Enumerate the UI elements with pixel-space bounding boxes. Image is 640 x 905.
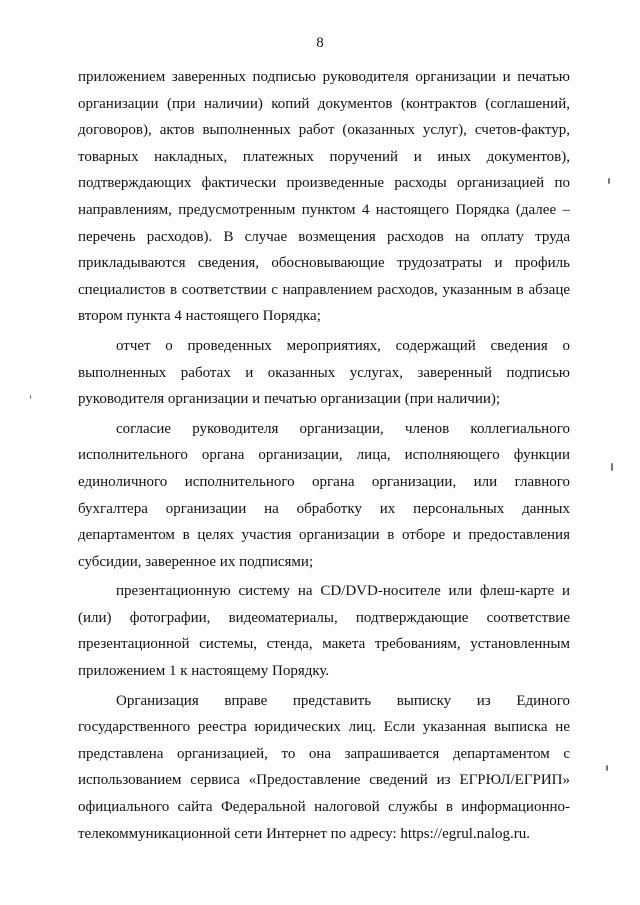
paragraph-personal-data-consent: согласие руководителя организации, членов коллегиального исполнительного органа организации, лица, исполняющего функции единоличного исполнительного органа организации, или главного бухгалтера организации на обработку их персональных данных департаментом в целях участия организации в отборе и предоставления субсидии, заверенное их подписями; (78, 420, 570, 570)
scan-speck (608, 178, 610, 184)
paragraph-expense-documents: приложением заверенных подписью руководителя организации и печатью организации (при наличии) копий документов (контрактов (соглашений, договоров), актов выполненных работ (оказанных услуг), счетов-фактур, товарных накладных, платежных поручений и иных документов), подтверждающих фактически произведенные расходы организацией по направлениям, предусмотренным пунктом 4 настоящего Порядка (далее – перечень расходов). В случае возмещения расходов на оплату труда прикладываются сведения, обосновывающие трудозатраты и профиль специалистов в соответствии с направлением расходов, указанным в абзаце втором пункта 4 настоящего Порядка; (78, 69, 570, 325)
scan-speck (611, 463, 613, 471)
page-number: 8 (316, 35, 324, 51)
paragraph-activity-report: отчет о проведенных мероприятиях, содержащий сведения о выполненных работах и оказанных услугах, заверенный подписью руководителя организации и печатью организации (при наличии); (78, 337, 570, 408)
paragraph-egrul-extract: Организация вправе представить выписку из Единого государственного реестра юридических лиц. Если указанная выписка не представлена организацией, то она запрашивается департаментом с использованием сервиса «Предоставление сведений из ЕГРЮЛ/ЕГРИП» официального сайта Федеральной налоговой службы в информационно-телекоммуникационной сети Интернет по адресу: https://egrul.nalog.ru. (78, 692, 570, 842)
scan-speck (30, 395, 31, 399)
scan-speck (606, 765, 608, 771)
document-body (78, 64, 570, 847)
paragraph-presentation-system: презентационную систему на CD/DVD-носителе или флеш-карте и (или) фотографии, видеоматериалы, подтверждающие соответствие презентационной системы, стенда, макета требованиям, установленным приложением 1 к настоящему Порядку. (78, 583, 570, 680)
